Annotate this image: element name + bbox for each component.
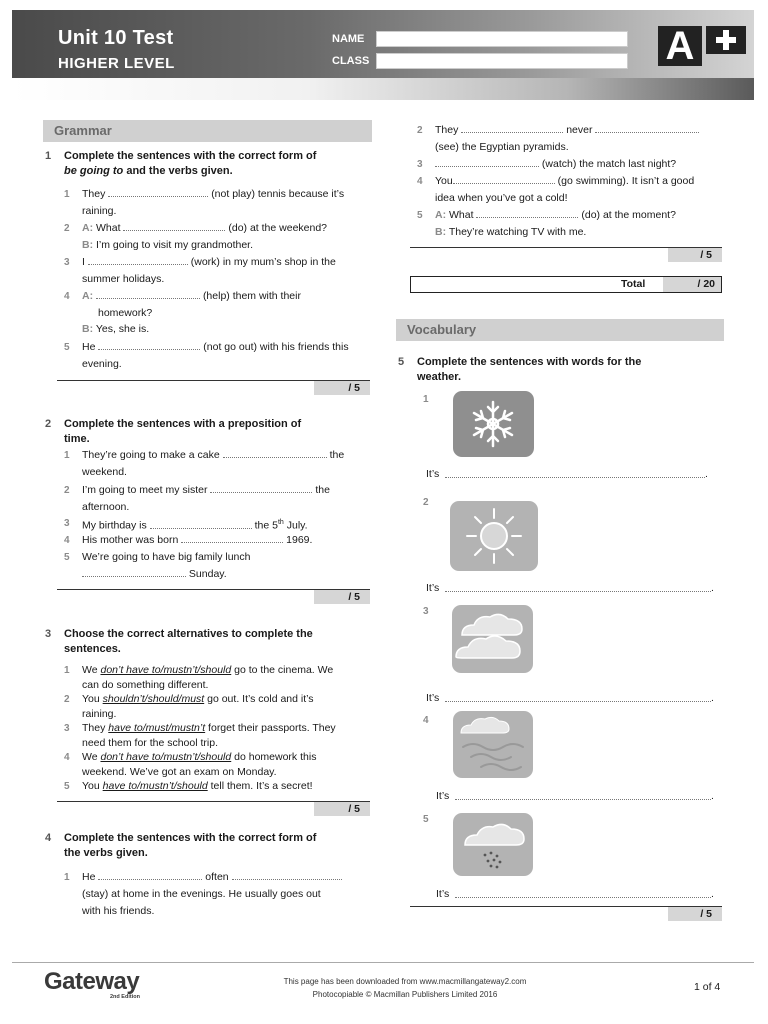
score-box: / 5 (668, 907, 722, 921)
item-number: 1 (64, 189, 70, 200)
item-number: 4 (417, 176, 423, 187)
answer-blank[interactable] (445, 477, 705, 478)
class-label: CLASS (332, 55, 370, 67)
answer-blank[interactable] (108, 187, 208, 197)
question-number: 1 (45, 150, 52, 162)
item-number: 1 (64, 872, 70, 883)
sentence-cont: Sunday. (82, 567, 227, 581)
score-box: / 5 (314, 590, 370, 604)
answer-blank[interactable] (232, 870, 342, 880)
item-number: 1 (423, 394, 429, 405)
answer-blank[interactable] (123, 221, 225, 231)
sentence: You shouldn’t/should/must go out. It’s cold and it’s (82, 693, 314, 705)
item-number: 2 (64, 485, 70, 496)
answer-end: . (711, 692, 714, 704)
answer-blank[interactable] (98, 340, 200, 350)
answer-blank[interactable] (476, 208, 578, 218)
question-instruction: Complete the sentences with a preposition of time. (64, 418, 302, 445)
sentence: A: What (do) at the weekend? (82, 222, 328, 234)
answer-prefix: It’s (426, 692, 440, 704)
answer-blank[interactable] (445, 591, 711, 592)
question-number: 5 (398, 356, 405, 368)
plus-icon (706, 26, 746, 54)
answer-prefix: It’s (436, 888, 450, 900)
brand-logo: Gateway (44, 968, 140, 995)
answer-blank[interactable] (223, 448, 327, 458)
answer-blank[interactable] (453, 174, 555, 184)
item-number: 2 (64, 223, 70, 234)
sentence-cont: weekend. We’ve got an exam on Monday. (82, 766, 277, 778)
item-number: 2 (64, 694, 70, 705)
sentence-cont: homework? (98, 307, 153, 319)
item-number: 4 (64, 535, 70, 546)
answer-prefix: It’s (436, 790, 450, 802)
item-number: 3 (417, 159, 423, 170)
sentence: They never (435, 123, 699, 137)
sentence: B: I’m going to visit my grandmother. (82, 239, 253, 251)
alternatives[interactable]: have to/mustn’t/should (102, 780, 208, 792)
question-number: 2 (45, 418, 52, 430)
sentence-cont: with his friends. (82, 905, 155, 917)
sentence-cont: weekend. (82, 466, 127, 478)
item-number: 5 (417, 210, 423, 221)
item-number: 4 (64, 752, 70, 763)
sentence-cont: raining. (82, 708, 117, 720)
item-number: 5 (423, 814, 429, 825)
sentence-cont: afternoon. (82, 501, 130, 513)
sentence: A: What (do) at the moment? (435, 209, 676, 221)
question-number: 4 (45, 832, 52, 844)
answer-blank[interactable] (96, 289, 200, 299)
answer-blank[interactable] (455, 799, 711, 800)
level-title: HIGHER LEVEL (58, 55, 175, 72)
question-instruction: Complete the sentences with the correct form of be going to and the verbs given. (64, 150, 317, 177)
answer-blank[interactable] (181, 533, 283, 543)
item-number: 1 (64, 665, 70, 676)
sentence: We don’t have to/mustn’t/should do homework this (82, 751, 317, 763)
sentence-cont: (see) the Egyptian pyramids. (435, 141, 569, 153)
sentence: B: Yes, she is. (82, 323, 150, 335)
sentence-cont: can do something different. (82, 679, 209, 691)
answer-end: . (705, 468, 708, 480)
answer-blank[interactable] (595, 123, 699, 133)
rain-cloud-icon (453, 813, 533, 876)
item-number: 2 (417, 125, 423, 136)
sentence: I (work) in my mum’s shop in the (82, 256, 336, 268)
answer-end: . (711, 888, 714, 900)
answer-end: . (711, 582, 714, 594)
item-number: 5 (64, 781, 70, 792)
grammar-heading: Grammar (43, 120, 372, 142)
item-number: 3 (423, 606, 429, 617)
page-number: 1 of 4 (694, 981, 721, 993)
sentence-cont: need them for the school trip. (82, 737, 218, 749)
sentence: We don’t have to/mustn’t/should go to the cinema. We (82, 664, 334, 676)
answer-blank[interactable] (210, 483, 312, 493)
vocabulary-heading: Vocabulary (396, 319, 724, 341)
question-instruction: Complete the sentences with words for the weather. (417, 356, 642, 383)
question-instruction: Complete the sentences with the correct form of the verbs given. (64, 832, 317, 859)
answer-prefix: It’s (426, 582, 440, 594)
sentence: They have to/must/mustn’t forget their passports. They (82, 722, 336, 734)
sentence-cont: evening. (82, 358, 122, 370)
edition-label: 2nd Edition (110, 994, 140, 1000)
sentence: A: (help) them with their (82, 290, 301, 302)
footer-rule (12, 962, 754, 963)
total-score: / 20 (663, 277, 721, 292)
item-number: 4 (64, 291, 70, 302)
sentence: B: They’re watching TV with me. (435, 226, 587, 238)
sun-icon (450, 501, 538, 571)
sentence-cont: summer holidays. (82, 273, 165, 285)
sentence: They’re going to make a cake the (82, 449, 345, 461)
sentence: They (not play) tennis because it’s (82, 188, 345, 200)
answer-blank[interactable] (455, 897, 711, 898)
total-label: Total (621, 278, 646, 290)
item-number: 5 (64, 552, 70, 563)
answer-end: . (711, 790, 714, 802)
answer-blank[interactable] (82, 567, 186, 577)
sentence-cont: raining. (82, 205, 117, 217)
item-number: 3 (64, 518, 70, 529)
alternatives[interactable]: don’t have to/mustn’t/should (100, 751, 232, 763)
item-number: 2 (423, 497, 429, 508)
item-number: 4 (423, 715, 429, 726)
answer-blank[interactable] (98, 870, 202, 880)
alternatives[interactable]: shouldn’t/should/must (102, 693, 205, 705)
download-note: This page has been downloaded from www.macmillangateway2.com (283, 977, 527, 986)
item-number: 5 (64, 342, 70, 353)
answer-blank[interactable] (150, 519, 252, 529)
copyright-note: Photocopiable © Macmillan Publishers Limited 2016 (312, 990, 498, 999)
score-box: / 5 (314, 802, 370, 816)
answer-blank[interactable] (445, 701, 711, 702)
snowflake-icon (453, 391, 534, 457)
logo-a: A (658, 26, 702, 66)
total-row (410, 276, 722, 293)
score-box: / 5 (314, 381, 370, 395)
sentence-cont: idea when you’ve got a cold! (435, 192, 568, 204)
sentence: You (go swimming). It isn’t a good (435, 175, 695, 187)
answer-blank[interactable] (461, 123, 563, 133)
name-field[interactable] (376, 31, 628, 47)
sentence: He (not go out) with his friends this (82, 341, 349, 353)
sentence: He often (82, 870, 342, 884)
unit-title: Unit 10 Test (58, 27, 174, 49)
answer-blank[interactable] (435, 157, 539, 167)
class-field[interactable] (376, 53, 628, 69)
answer-blank[interactable] (88, 255, 188, 265)
clouds-icon (452, 605, 533, 673)
sentence: You have to/mustn’t/should tell them. It’s a secret! (82, 780, 313, 792)
score-box: / 5 (668, 248, 722, 262)
alternatives[interactable]: don’t have to/mustn’t/should (100, 664, 232, 676)
item-number: 1 (64, 450, 70, 461)
sentence-cont: (stay) at home in the evenings. He usually goes out (82, 888, 321, 900)
item-number: 3 (64, 257, 70, 268)
sentence: His mother was born 1969. (82, 534, 313, 546)
alternatives[interactable]: have to/must/mustn’t (108, 722, 206, 734)
name-label: NAME (332, 33, 365, 45)
sentence: (watch) the match last night? (435, 157, 676, 171)
sentence: My birthday is the 5th July. (82, 519, 308, 532)
question-instruction: Choose the correct alternatives to complete the sentences. (64, 628, 313, 655)
header-stripe (12, 78, 754, 100)
answer-prefix: It’s (426, 468, 440, 480)
sentence: I’m going to meet my sister the (82, 484, 330, 496)
question-number: 3 (45, 628, 52, 640)
item-number: 3 (64, 723, 70, 734)
wind-icon (453, 711, 533, 778)
sentence: We’re going to have big family lunch (82, 551, 251, 563)
